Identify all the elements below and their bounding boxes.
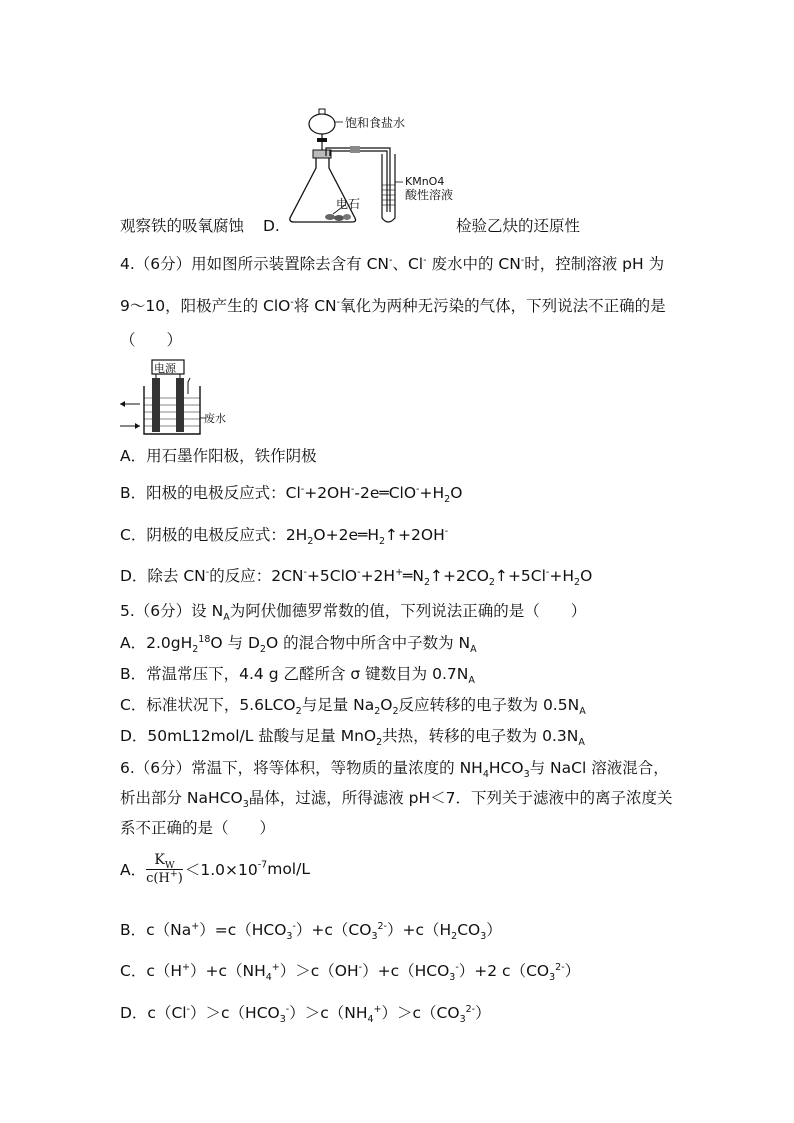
charge: 2- (555, 961, 565, 973)
q6-stem-text: 析出部分 NaHCO (120, 789, 243, 807)
q5-a-text: O 与 D (210, 634, 260, 652)
charge: - (285, 1003, 290, 1015)
q4-d-text: 的反应：2CN (209, 567, 304, 585)
q6-stem-text: 6.（6分）常温下，将等体积，等物质的量浓度的 NH (120, 759, 483, 777)
subscript: 2 (307, 536, 314, 548)
q4-stem-text: 4.（6分）用如图所示装置除去含有 CN (120, 255, 389, 273)
q6-a-text: mol/L (267, 860, 310, 878)
q4-stem-text: 废水中的 CN (426, 255, 521, 273)
q5-option-d (120, 726, 585, 749)
q4-stem-text: 时，控制溶液 pH 为 (524, 255, 665, 273)
q6-option-a (120, 852, 310, 886)
subscript: 2 (488, 577, 495, 589)
q4-stem-text: 、Cl (392, 255, 424, 273)
subscript: 3 (480, 931, 487, 943)
q4-b-text: +H (419, 484, 445, 502)
charge: - (520, 254, 525, 266)
fraction-denominator: ) (177, 871, 183, 886)
reagent-formula: KMnO4 (405, 175, 445, 188)
charge: - (444, 525, 449, 537)
q4-option-a: A．用石墨作阳极，铁作阴极 (120, 447, 317, 465)
charge: - (389, 254, 393, 266)
charge: + (191, 920, 200, 932)
q5-a-text: O 的混合物中所含中子数为 N (265, 634, 471, 652)
q6-d-text: ）＞c（HCO (190, 1004, 280, 1022)
subscript: 4 (367, 1014, 374, 1026)
charge: + (271, 961, 280, 973)
q4-d-text: +5ClO (306, 567, 358, 585)
charge: - (545, 566, 550, 578)
equals-arrow: ═ (357, 526, 368, 544)
subscript: 2 (374, 706, 381, 718)
option-d-marker: D. (262, 217, 280, 235)
q4-option-b (120, 483, 463, 506)
q4-b-text: O (450, 484, 463, 502)
q5-c-text: 与足量 Na (301, 696, 375, 714)
charge: - (303, 566, 307, 578)
q6-stem-text: 晶体，过滤，所得滤液 pH＜7．下列关于滤液中的离子浓度关 (248, 789, 673, 807)
subscript: 3 (242, 799, 249, 811)
subscript: 3 (549, 972, 556, 984)
q5-a-text: A．2.0gH (120, 634, 193, 652)
charge: - (358, 961, 363, 973)
equals-arrow: ═ (379, 484, 389, 502)
q6-c-text: ）＞c（OH (279, 962, 359, 980)
q6-b-text: ）=c（HCO (199, 921, 287, 939)
subscript: A (579, 706, 586, 718)
q6-d-text: ） (475, 1004, 491, 1022)
charge: - (205, 566, 210, 578)
charge: - (292, 920, 296, 932)
q4-c-text: C．阴极的电极反应式：2H (120, 526, 308, 544)
charge: - (290, 296, 294, 308)
q6-option-c (120, 961, 581, 984)
subscript: W (164, 859, 175, 871)
q5-stem (120, 601, 587, 624)
q5-option-c (120, 695, 586, 718)
q5-stem-text: 为阿伏伽德罗常数的值，下列说法正确的是（ ） (229, 602, 587, 620)
subscript: 2 (192, 644, 199, 656)
charge: - (336, 296, 341, 308)
q4-c-text: H (367, 526, 379, 544)
q6-d-text: ）＞c（CO (381, 1004, 460, 1022)
subscript: 3 (459, 1014, 466, 1026)
q6-c-text: ）+c（NH (189, 962, 266, 980)
subscript: A (578, 737, 585, 749)
kw-over-h-fraction (146, 852, 183, 886)
subscript: 2 (424, 577, 431, 589)
q4-stem-text: 氧化为两种无污染的气体，下列说法不正确的是 (340, 297, 666, 315)
q4-d-text: N (412, 567, 424, 585)
subscript: A (468, 675, 475, 687)
q6-c-text: ）+c（HCO (362, 962, 450, 980)
charge: + (169, 868, 178, 880)
q4-answer-paren: （ ） (120, 331, 183, 349)
funnel-label: 饱和食盐水 (345, 116, 406, 130)
q6-d-text: ）＞c（NH (289, 1004, 368, 1022)
charge: 2- (465, 1003, 476, 1015)
q4-d-text: +2H (360, 567, 396, 585)
charge: - (300, 483, 305, 495)
subscript: 2 (259, 644, 266, 656)
top-options-line (120, 216, 280, 236)
q4-d-text: ↑+5Cl (494, 567, 546, 585)
subscript: 3 (286, 931, 293, 943)
charge: + (182, 961, 190, 973)
subscript: A (470, 644, 477, 656)
subscript: 2 (376, 737, 383, 749)
subscript: 2 (574, 577, 581, 589)
charge: + (373, 1003, 382, 1015)
q4-b-text: -2e (354, 484, 380, 502)
subscript: 2 (444, 494, 451, 506)
q4-d-text: O (580, 567, 593, 585)
solid-label: 电石 (336, 197, 361, 211)
q4-c-text: ↑+2OH (385, 526, 445, 544)
acetylene-apparatus-figure (285, 100, 454, 230)
equals-arrow: ═ (403, 567, 413, 585)
subscript: 2 (378, 536, 386, 548)
q4-b-text: B．阳极的电极反应式：Cl (120, 484, 301, 502)
q5-d-text: 共热，转移的电子数为 0.3N (382, 727, 579, 745)
q4-stem-text: 将 CN (293, 297, 337, 315)
charge: - (186, 1003, 191, 1015)
q6-c-text: C．c（H (120, 962, 183, 980)
q4-b-text: +2OH (304, 484, 351, 502)
option-c-caption: 观察铁的吸氧腐蚀 (120, 217, 245, 235)
q6-b-text: ）+c（CO (295, 921, 372, 939)
subscript: 4 (482, 769, 489, 781)
charge: - (357, 566, 361, 578)
q4-b-text: ClO (388, 484, 417, 502)
subscript: 2 (451, 931, 458, 943)
q5-option-a (120, 633, 477, 656)
q6-b-text: CO (457, 921, 481, 939)
electrolysis-figure (118, 358, 258, 440)
q5-b-text: B．常温常压下，4.4 g 乙醛所含 σ 键数目为 0.7N (120, 665, 469, 683)
superscript: 18 (198, 633, 211, 645)
subscript: A (223, 612, 230, 624)
q6-option-b (120, 920, 502, 943)
q6-stem-line2 (120, 788, 673, 811)
q4-d-text: +H (549, 567, 575, 585)
superscript: -7 (257, 859, 268, 871)
q4-d-text: ↑+2CO (430, 567, 489, 585)
fraction-denominator: c(H (146, 871, 170, 886)
q6-c-text: ）+2 c（CO (458, 962, 550, 980)
q6-stem-text: HCO (488, 759, 524, 777)
q4-stem-text: 9～10，阳极产生的 ClO (120, 297, 291, 315)
charge: - (350, 483, 355, 495)
subscript: 3 (523, 769, 530, 781)
q5-c-text: O (380, 696, 393, 714)
charge: + (395, 566, 404, 578)
q5-d-text: D．50mL12mol/L 盐酸与足量 MnO (120, 727, 377, 745)
q4-d-text: D．除去 CN (120, 567, 206, 585)
reagent-label: 酸性溶液 (405, 188, 454, 202)
subscript: 2 (392, 706, 399, 718)
q4-option-c (120, 525, 449, 548)
q6-stem-line3: 系不正确的是（ ） (120, 819, 276, 837)
q4-c-text: O+2e (313, 526, 358, 544)
subscript: 4 (265, 972, 272, 984)
q5-c-text: 反应转移的电子数为 0.5N (398, 696, 580, 714)
q6-b-text: ）+c（H (386, 921, 452, 939)
q6-d-text: D．c（Cl (120, 1004, 187, 1022)
charge: - (416, 483, 420, 495)
q4-stem-line2 (120, 296, 666, 316)
wastewater-label: 废水 (204, 412, 226, 425)
q6-c-text: ） (564, 962, 581, 980)
option-d-caption: 检验乙炔的还原性 (456, 217, 581, 235)
subscript: 3 (279, 1014, 286, 1026)
q6-b-text: ） (486, 921, 502, 939)
q6-a-text: ＜1.0×10 (184, 861, 258, 879)
q5-option-b (120, 664, 475, 687)
subscript: 3 (371, 931, 378, 943)
q6-b-text: B．c（Na (120, 921, 192, 939)
q4-option-d (120, 566, 593, 589)
q6-option-d (120, 1003, 491, 1026)
q6-a-label: A． (120, 861, 147, 879)
q4-stem-line1 (120, 254, 664, 274)
q6-stem-text: 与 NaCl 溶液混合， (529, 759, 669, 777)
subscript: 2 (295, 706, 302, 718)
q6-stem-line1 (120, 758, 669, 781)
subscript: 3 (449, 972, 456, 984)
q5-stem-text: 5.（6分）设 N (120, 602, 224, 620)
charge: - (423, 254, 427, 266)
charge: 2- (377, 920, 387, 932)
charge: - (455, 961, 459, 973)
q5-c-text: C．标准状况下，5.6LCO (120, 696, 296, 714)
power-source-label: 电源 (154, 362, 176, 375)
fraction-numerator: K (154, 852, 165, 868)
